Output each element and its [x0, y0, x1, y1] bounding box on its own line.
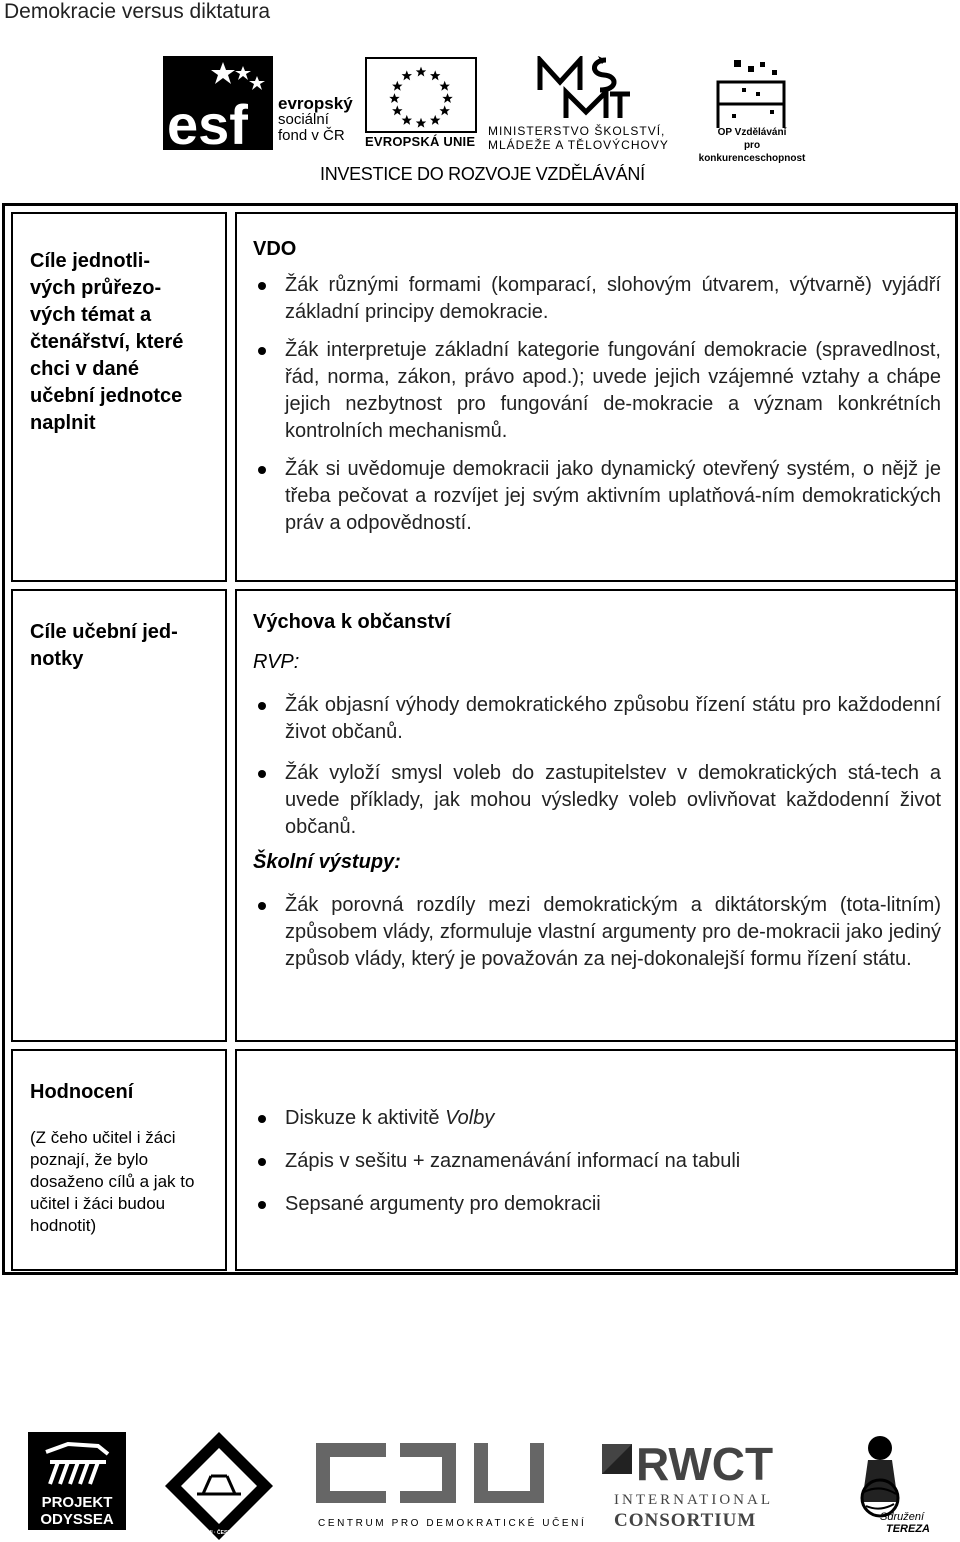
- row1-bullet-list: [253, 272, 941, 537]
- list-item: [253, 1105, 941, 1132]
- row2-label-cell: [11, 589, 227, 1042]
- esf-line1: evropský: [278, 94, 353, 113]
- svg-text:esf: esf: [167, 93, 248, 150]
- rwct-line1: RWCT: [636, 1440, 774, 1490]
- row3-label: Hodnocení: [30, 1081, 134, 1103]
- esf-text: [278, 96, 353, 144]
- eu-flag-icon: [365, 57, 477, 133]
- school-outputs-label: Školní výstupy:: [253, 851, 401, 873]
- rvp-label: RVP:: [253, 651, 300, 673]
- row3-sublabel: (Z čeho učitel i žáci poznají, že bylo dosaženo cílů a jak to učitel i žáci budou hodnotit): [30, 1128, 195, 1235]
- cdu-label: CENTRUM PRO DEMOKRATICKÉ UČENÍ: [318, 1518, 587, 1529]
- esf-line3: fond v ČR: [278, 127, 345, 144]
- projekt-odyssea-logo-icon: [28, 1432, 126, 1530]
- list-item: Žák vyloží smysl voleb do zastupitelstev v demokratických stá-tech a uvede příklady, jak mohou výsledky voleb ovlivňovat každodenní život občanů.: [253, 760, 941, 841]
- msmt-line1: MINISTERSTVO ŠKOLSTVÍ,: [488, 124, 666, 138]
- sdruzeni-tereza-logo-icon: [846, 1432, 930, 1536]
- lesson-plan-table: [2, 203, 958, 1275]
- msmt-line2: MLÁDEŽE A TĚLOVÝCHOVY: [488, 138, 669, 152]
- rvp-bullet-list: [253, 692, 941, 841]
- evaluation-bullet-list: [253, 1105, 941, 1218]
- row1-content-cell: [235, 212, 957, 582]
- list-item: Žák interpretuje základní kategorie fungování demokracie (spravedlnost, řád, norma, zákon, právo apod.); uvede jejich vzájemné vztahy a chápe jejich nezbytnost pro fungování de-mokracie a význam konkrétních kontrolních mechanismů.: [253, 337, 941, 445]
- list-item: Žák různými formami (komparací, slohovým útvarem, výtvarně) vyjádří základní principy demokracie.: [253, 272, 941, 326]
- rwct-line3: CONSORTIUM: [614, 1510, 757, 1530]
- eu-label: EVROPSKÁ UNIE: [365, 134, 476, 149]
- row2-heading: Výchova k občanství: [253, 611, 451, 633]
- msmt-logo-icon: [536, 56, 632, 122]
- row3-content-cell: [235, 1049, 957, 1271]
- odyssea-line2: ODYSSEA: [40, 1511, 114, 1528]
- list-item: Zápis v sešitu + zaznamenávání informací na tabuli: [253, 1148, 941, 1175]
- bullet1-emphasis: Volby: [445, 1107, 495, 1129]
- esf-line2: sociální: [278, 111, 329, 128]
- document-title: Demokracie versus diktatura: [4, 0, 271, 23]
- clovek-v-tisni-logo-icon: [163, 1430, 275, 1542]
- tereza-line1: Sdružení: [880, 1511, 925, 1523]
- list-item: Žák objasní výhody demokratického způsobu řízení státu pro každodenní život občanů.: [253, 692, 941, 746]
- odyssea-line1: PROJEKT: [41, 1494, 113, 1511]
- rwct-line2: INTERNATIONAL: [614, 1492, 773, 1508]
- row3-label-cell: [11, 1049, 227, 1271]
- row2-content-cell: [235, 589, 957, 1042]
- list-item: Sepsané argumenty pro demokracii: [253, 1191, 941, 1218]
- clovek-label: ČLOVĚK V TÍSNI · ČESKÁ REPUBLIKA: [172, 1530, 266, 1536]
- op-line2: pro konkurenceschopnost: [698, 140, 806, 164]
- bullet1-text: Diskuze k aktivitě: [285, 1107, 446, 1129]
- op-text: [690, 126, 814, 165]
- rwct-logo-icon: [600, 1440, 786, 1530]
- list-item: Žák si uvědomuje demokracii jako dynamický otevřený systém, o nějž je třeba pečovat a rozvíjet jej svým aktivním uplatňová-ním demokratických práv a odpovědností.: [253, 456, 941, 537]
- cdu-logo-icon: [316, 1443, 556, 1503]
- row1-heading: VDO: [253, 238, 297, 260]
- op-line1: OP Vzdělávání: [717, 127, 787, 138]
- tereza-line2: TEREZA: [886, 1523, 930, 1535]
- investice-slogan: INVESTICE DO ROZVOJE VZDĚLÁVÁNÍ: [320, 164, 645, 184]
- school-bullet-list: [253, 892, 941, 973]
- row1-label-cell: [11, 212, 227, 582]
- row2-label: Cíle učební jed- notky: [30, 621, 178, 670]
- esf-logo-icon: [163, 56, 273, 150]
- row1-label: Cíle jednotli- vých průřezo- vých témat a čtenářství, které chci v dané učební jednotce naplnit: [30, 250, 184, 434]
- op-vzdelavani-logo-icon: [712, 58, 790, 132]
- list-item: Žák porovná rozdíly mezi demokratickým a diktátorským (tota-litním) způsobem vlády, zformuluje vlastní argumenty pro de-mokracii jako jediný způsob vlády, který je považován za nej-dokonalejší formu řízení státu.: [253, 892, 941, 973]
- msmt-text: [488, 124, 669, 152]
